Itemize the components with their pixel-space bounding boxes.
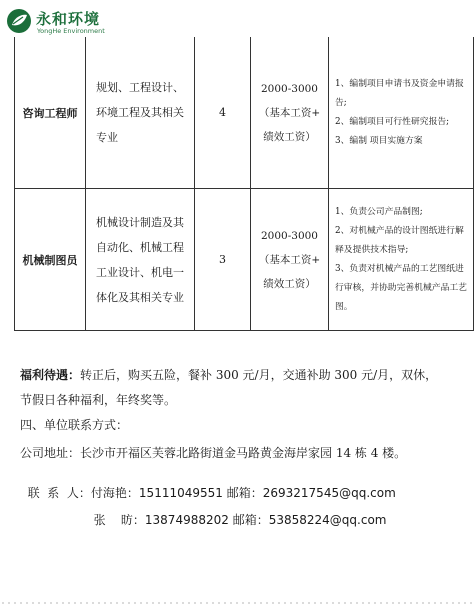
duty-item: 1、编制项目申请书及资金申请报告;: [335, 78, 464, 108]
email-label: 邮箱：: [222, 486, 263, 500]
phone-number: 15111049551: [138, 486, 223, 500]
position-count: 3: [219, 253, 226, 266]
position-duties: [329, 189, 473, 330]
phone-number: 13874988202: [144, 513, 229, 527]
position-duties: [329, 37, 473, 188]
leaf-logo-icon: [6, 8, 32, 34]
contact-name: 付海艳：: [90, 486, 139, 500]
salary-note: 绩效工资）: [263, 277, 316, 290]
scan-edge-artifact: [0, 600, 475, 606]
logo-name-cn: 永和环境: [36, 10, 101, 28]
logo-name-en: YongHe Environment: [37, 27, 105, 35]
contact-person-2: [86, 499, 386, 527]
position-title: 咨询工程师: [22, 106, 78, 120]
table-row: [15, 37, 473, 189]
position-major: 机械设计制造及其自动化、机械工程工业设计、机电一体化及其相关专业: [96, 215, 184, 304]
benefits-text: 转正后，购买五险，餐补 300 元/月，交通补助 300 元/月，双休，: [80, 368, 438, 382]
benefits-label: 福利待遇：: [20, 368, 81, 382]
contact-person-1: [20, 472, 396, 500]
position-count: 4: [219, 106, 226, 119]
address-line: [20, 446, 406, 460]
benefits-line: [20, 368, 437, 382]
duty-item: 2、对机械产品的设计图纸进行解释及提供技术指导;: [335, 225, 464, 255]
position-title: 机械制图员: [22, 253, 78, 267]
address-text: 长沙市开福区芙蓉北路街道金马路黄金海岸家园 14 栋 4 楼。: [80, 446, 407, 460]
position-major: 规划、工程设计、环境工程及其相关专业: [96, 81, 184, 144]
positions-table: [14, 37, 474, 331]
duty-item: 1、负责公司产品制图;: [335, 206, 423, 217]
email-label: 邮箱：: [228, 513, 269, 527]
email-address: 53858224@qq.com: [268, 513, 387, 527]
table-row: [15, 189, 473, 330]
contact-label: 联 系 人：: [27, 486, 91, 500]
company-logo: [6, 6, 126, 36]
position-salary: [251, 189, 328, 330]
salary-range: 2000-3000: [261, 229, 318, 242]
contact-heading: 四、单位联系方式：: [20, 418, 129, 432]
duty-item: 3、负责对机械产品的工艺图纸进行审核，并协助完善机械产品工艺图。: [335, 263, 467, 312]
duty-item: 3、编制 项目实施方案: [335, 135, 423, 146]
position-salary: [251, 37, 328, 188]
duty-item: 2、编制项目可行性研究报告;: [335, 116, 450, 127]
email-address: 2693217545@qq.com: [262, 486, 396, 500]
contact-name: 张 昉：: [93, 513, 145, 527]
salary-note: （基本工资+: [258, 253, 321, 266]
salary-note: 绩效工资）: [263, 130, 316, 143]
salary-range: 2000-3000: [261, 82, 318, 95]
salary-note: （基本工资+: [258, 106, 321, 119]
address-label: 公司地址：: [20, 446, 81, 460]
benefits-text-2: 节假日各种福利，年终奖等。: [20, 393, 177, 407]
